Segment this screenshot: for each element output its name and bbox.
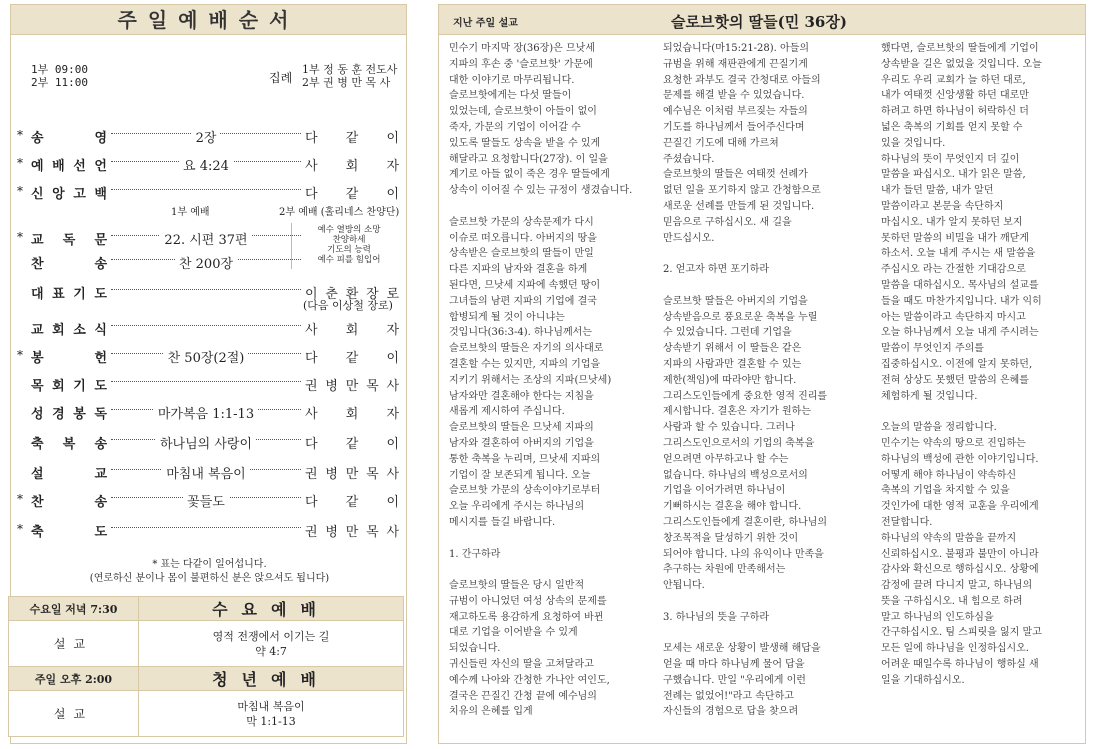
first-service-officiant: 1부 정 동 훈 전도사: [302, 63, 398, 76]
order-row: [11, 345, 408, 365]
sermon-header: [439, 5, 1085, 35]
first-service-time: 1부 09:00: [31, 63, 88, 76]
order-row: [11, 431, 408, 451]
youth-service-header: [9, 667, 404, 691]
order-item-name: 성 경 봉 독: [31, 407, 107, 422]
sermon-panel: [438, 4, 1086, 744]
wednesday-sermon-verse: 약 4:7: [255, 644, 287, 658]
order-item-name: 축 도: [31, 525, 107, 540]
second-service-time: 2부 11:00: [31, 76, 88, 89]
sermon-column-3: 했다면, 슬로브핫의 딸들에게 기업이 상속받을 길은 없었을 것입니다. 오늘 우리도 우리 교회가 늘 하던 대로, 내가 여태껏 신앙생활 하던 대로만 하려고 하면 하나님이 허락하신 더 넓은 축복의 기회를 얻지 못할 수 있을 것입니다. 하나님의 뜻이 무엇인지 더 깊이 말씀을 파십시오. 내가 읽은 말씀, 내가 들던 말씀, 내가 알던 말씀이라고 본문을 속단하지 마십시오. 내가 알지 못하던 보지 못하던 말씀의 비밀을 내가 깨닫게 하소서. 오늘 내게 주시는 새 말씀을 주십시오 라는 간절한 기대감으로 말씀을 대하십시오. 목사님의 설교를 들을 때도 마찬가지입니다. 내가 익히 아는 말씀이라고 속단하지 마시고 오늘 하나님께서 오늘 내게 주시려는 말씀이 무엇인지 주의를 집중하십시오. 이전에 알지 못하던, 전혀 상상도 못했던 말씀의 은혜를 체험하게 될 것입니다. 오늘의 말씀을 정리합니다. 민수기는 약속의 땅으로 진입하는 하나님의 백성에 관한 이야기입니다. 어떻게 해야 하나님이 약속하신 축복의 기업을 차지할 수 있을 것인가에 대한 영적 교훈을 우리에게 전달합니다. 하나님의 약속의 말씀을 끝까지 신뢰하십시오. 불평과 불만이 아니라 감사와 확신으로 행하십시오. 상황에 감정에 끌려 다니지 말고, 하나님의 뜻을 구하십시오. 내 힘으로 하려 말고 하나님의 인도하심을 간구하십시오. 팀 스피릿을 잃지 말고 모든 일에 하나님을 인정하십시오. 어려운 때일수록 하나님이 행하실 새 일을 기대하십시오.: [881, 43, 1042, 686]
sermon-column-1: 민수기 마지막 장(36장)은 므낫세 지파의 후손 중 '슬로브핫' 가문에 대한 이야기로 마무리됩니다. 슬로브핫에게는 다섯 딸들이 있었는데, 슬로브핫이 아들이 없이 죽자, 가문의 기업이 이어갈 수 있도록 딸들도 상속을 받을 수 있게 해달라고 요청합니다(27장). 이 일을 계기로 아들 없이 죽은 경우 딸들에게 상속이 이어질 수 있는 규정이 생겼습니다. 슬로브핫 가문의 상속문제가 다시 이슈로 떠오릅니다. 아버지의 땅을 상속받은 슬로브핫의 딸들이 만일 다른 지파의 남자와 결혼을 하게 된다면, 므낫세 지파에 속했던 땅이 그녀들의 남편 지파의 기업에 결국 합병되게 될 것이 아니냐는 것입니다(36:3-4). 하나님께서는 슬로브핫의 딸들은 자기의 의사대로 결혼할 수는 있지만, 지파의 기업을 지키기 위해서는 조상의 지파(므낫세) 남자와만 결혼해야 한다는 지침을 새롭게 제시하여 주십니다. 슬로브핫의 딸들은 므낫세 지파의 남자와 결혼하여 아버지의 기업을 통한 축복을 누리며, 므낫세 지파의 기업이 잘 보존되게 됩니다. 오늘 슬로브핫 가문의 상속이야기로부터 오늘 우리에게 주시는 하나님의 메시지를 들길 바랍니다. 1. 간구하라 슬로브핫의 딸들은 당시 일반적 규범이 아니었던 여성 상속의 문제를 재고하도록 용감하게 요청하여 바뀐 대로 기업을 이어받을 수 있게 되었습니다. 귀신들린 자신의 딸을 고쳐달라고 예수께 나아와 간청한 가나안 여인도, 결국은 끈질긴 간청 끝에 예수님의 치유의 은혜를 입게: [449, 43, 633, 718]
order-item-detail: 22. 시편 37편: [160, 233, 251, 248]
order-item-detail: 마침내 복음이: [162, 467, 249, 482]
youth-sermon-content: [139, 691, 404, 737]
praise-song-list: [291, 223, 406, 269]
footnote-line: (연로하신 분이나 몸이 불편하신 분은 앉으셔도 됩니다): [89, 573, 330, 584]
order-item-name: 교 독 문: [31, 233, 107, 248]
standing-marker: *: [17, 522, 23, 536]
order-row: [11, 401, 408, 421]
order-item-leader: 다 같 이: [305, 495, 399, 510]
first-service-subheading: 1부 예배: [171, 207, 210, 218]
order-item-name: 신 앙 고 백: [31, 187, 107, 202]
praise-song: 기도의 능력: [327, 245, 371, 255]
officiant-label: 집례: [269, 71, 293, 85]
order-item-leader: 사 회 자: [305, 323, 399, 338]
sermon-column-2: 되었습니다(마15:21-28). 아들의 규범을 위해 재판관에게 끈질기게 요청한 과부도 결국 간청대로 아들의 문제를 해결 받을 수 있었습니다. 예수님은 이처럼 부르짖는 자들의 기도를 하나님께서 들어주신다며 끈질긴 기도에 대해 가르쳐 주셨습니다. 슬로브핫의 딸들은 여태껏 선례가 없던 일을 포기하지 않고 간청함으로 새로운 선례를 만들게 된 것입니다. 믿음으로 구하십시오. 새 길을 만드십시오. 2. 얻고자 하면 포기하라 슬로브핫 딸들은 아버지의 기업을 상속받음으로 풍요로운 축복을 누릴 수 있었습니다. 그런데 기업을 상속받기 위해서 이 딸들은 같은 지파의 사람과만 결혼할 수 있는 제한(책임)에 따라야만 합니다. 그리스도인들에게 중요한 영적 진리를 제시합니다. 결혼은 자기가 원하는 사람과 할 수 있습니다. 그러나 그리스도인으로서의 기업의 축복을 얻으려면 아무하고나 할 수는 없습니다. 하나님의 백성으로서의 기업을 이어가려면 하나님이 기뻐하시는 결혼을 해야 합니다. 그리스도인들에게 결혼이란, 하나님의 창조목적을 달성하기 위한 것이 되어야 합니다. 나의 유익이나 만족을 추구하는 차원에 만족해서는 안됩니다. 3. 하나님의 뜻을 구하라 모세는 새로운 상황이 발생해 해답을 얻을 때 마다 하나님께 물어 답을 구했습니다. 만일 "우리에게 이런 전례는 없었어!"라고 속단하고 자신들의 경험으로 답을 찾으려: [663, 43, 828, 718]
youth-sermon-label: 설교: [9, 691, 139, 737]
order-item-detail: 찬 50장(2절): [164, 351, 249, 366]
standing-marker: *: [17, 492, 23, 506]
dotted-leader: [111, 325, 301, 326]
order-item-detail-wrap: [111, 403, 301, 422]
order-row: [11, 317, 408, 337]
footnote-line: * 표는 다같이 일어섭니다.: [152, 559, 267, 570]
standing-marker: *: [17, 128, 23, 142]
weekday-services-table: [8, 596, 404, 737]
order-item-name: 설 교: [31, 467, 107, 482]
wednesday-service-time: 수요일 저녁 7:30: [9, 597, 139, 621]
order-item-detail: 요 4:24: [179, 159, 233, 174]
wednesday-service-name: 수요예배: [139, 597, 404, 621]
order-item-leader: 권 병 만 목 사: [305, 379, 399, 394]
order-item-detail: 마가복음 1:1-13: [154, 407, 258, 422]
youth-sermon-verse: 막 1:1-13: [246, 714, 296, 728]
dotted-leader: [111, 289, 301, 290]
order-item-name: 교 회 소 식: [31, 323, 107, 338]
second-service-officiant: 2부 권 병 만 목 사: [302, 76, 391, 89]
wednesday-service-header: [9, 597, 404, 621]
service-times: [31, 63, 88, 89]
order-item-detail: 2장: [192, 131, 221, 146]
youth-service-name: 청년예배: [139, 667, 404, 691]
footnote: [11, 558, 408, 586]
wednesday-sermon-title: 영적 전쟁에서 이기는 길: [212, 629, 330, 643]
second-service-subheading: 2부 예배 (홀리네스 찬양단): [279, 207, 400, 218]
last-sermon-label: 지난 주일 설교: [453, 18, 518, 29]
praise-song: 찬양하세: [332, 235, 366, 245]
wednesday-sermon-row: [9, 621, 404, 667]
order-item-leader: 이 춘 환 장 로: [305, 287, 399, 302]
next-prayer-note: (다음 이상철 장로): [303, 299, 393, 312]
wednesday-sermon-content: [139, 621, 404, 667]
dotted-leader: [111, 527, 301, 528]
order-item-name: 찬 송: [31, 257, 107, 272]
order-item-detail: 하나님의 사랑이: [156, 437, 256, 452]
order-row: [11, 125, 408, 145]
standing-marker: *: [17, 230, 23, 244]
order-item-leader: 다 같 이: [305, 351, 399, 366]
order-item-name: 목 회 기 도: [31, 379, 107, 394]
order-item-detail: 찬 200장: [175, 257, 237, 272]
youth-sermon-title: 마침내 복음이: [237, 699, 305, 713]
order-item-detail-wrap: [111, 347, 301, 366]
order-item-detail-wrap: [111, 463, 301, 482]
sermon-title: 슬로브핫의 딸들(민 36장): [671, 13, 847, 31]
order-item-leader: 사 회 자: [305, 159, 399, 174]
order-item-name: 축 복 송: [31, 437, 107, 452]
order-item-leader: 다 같 이: [305, 131, 399, 146]
order-row: [11, 489, 408, 509]
youth-sermon-row: [9, 691, 404, 737]
dotted-leader: [111, 381, 301, 382]
order-item-detail-wrap: [111, 127, 301, 146]
order-item-name: 봉 헌: [31, 351, 107, 366]
order-item-name: 찬 송: [31, 495, 107, 510]
officiants: [302, 63, 397, 89]
order-item-detail-wrap: [111, 491, 301, 510]
order-row: [11, 153, 408, 173]
order-item-detail-wrap: [111, 155, 301, 174]
order-row: [11, 461, 408, 481]
standing-marker: *: [17, 156, 23, 170]
order-item-detail-wrap: [111, 229, 301, 248]
order-item-detail: 꽃들도: [183, 495, 229, 510]
order-row: [11, 373, 408, 393]
order-row: [11, 181, 408, 201]
order-item-leader: 다 같 이: [305, 187, 399, 202]
youth-service-time: 주일 오후 2:00: [9, 667, 139, 691]
order-item-name: 대 표 기 도: [31, 287, 107, 302]
order-item-leader: 권 병 만 목 사: [305, 525, 399, 540]
praise-song: 예수 열방의 소망: [317, 225, 381, 235]
order-item-detail-wrap: [111, 433, 301, 452]
dotted-leader: [111, 189, 301, 190]
order-item-leader: 다 같 이: [305, 437, 399, 452]
worship-order-title: 주일예배순서: [11, 5, 406, 35]
order-item-name: 송 영: [31, 131, 107, 146]
order-item-leader: 사 회 자: [305, 407, 399, 422]
praise-song: 예수 피를 힘입어: [317, 255, 381, 265]
standing-marker: *: [17, 184, 23, 198]
order-item-leader: 권 병 만 목 사: [305, 467, 399, 482]
order-item-detail-wrap: [111, 253, 301, 272]
order-row: [11, 519, 408, 539]
order-item-name: 예 배 선 언: [31, 159, 107, 174]
standing-marker: *: [17, 348, 23, 362]
wednesday-sermon-label: 설교: [9, 621, 139, 667]
